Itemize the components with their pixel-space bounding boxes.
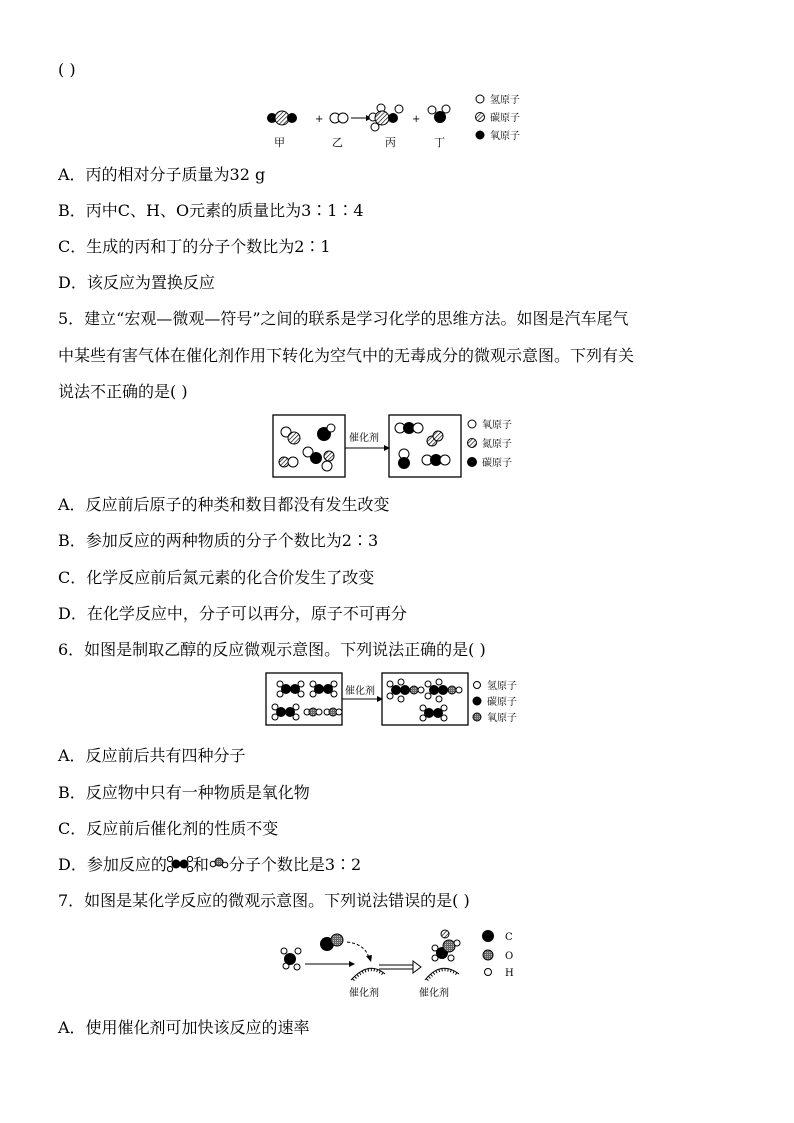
q7-legend-o: O — [505, 951, 514, 962]
svg-text:+: + — [315, 114, 324, 125]
q5-option-d: D．在化学反应中，分子可以再分，原子不可再分 — [58, 604, 407, 623]
q4-reaction-figure — [262, 90, 542, 152]
label-jia: 甲 — [274, 136, 285, 149]
q6-reaction-figure — [265, 672, 537, 728]
q6-option-b: B．反应物中只有一种物质是氧化物 — [58, 783, 310, 802]
q5-option-a: A．反应前后原子的种类和数目都没有发生改变 — [58, 495, 390, 514]
q7-catalyst-label-2: 催化剂 — [419, 988, 449, 999]
q5-stem-line-1: 5．建立“宏观—微观—符号”之间的联系是学习化学的思维方法。如图是汽车尾气 — [58, 309, 629, 328]
q4-option-a: A．丙的相对分子质量为32 g — [58, 165, 266, 184]
q6-option-d-suffix: 分子个数比是3∶2 — [228, 855, 362, 874]
q5-option-b: B．参加反应的两种物质的分子个数比为2∶3 — [58, 531, 379, 550]
q6-legend-c: 碳原子 — [487, 697, 517, 708]
q7-legend-c: C — [505, 932, 513, 943]
q5-option-c: C．化学反应前后氮元素的化合价发生了改变 — [58, 568, 375, 587]
q6-stem: 6．如图是制取乙醇的反应微观示意图。下列说法正确的是( ) — [58, 640, 486, 659]
q6-option-d — [58, 855, 361, 875]
q6-arrow-label: 催化剂 — [345, 686, 375, 697]
q5-arrow-label: 催化剂 — [349, 433, 379, 444]
q6-legend-o: 氧原子 — [487, 713, 517, 724]
q4-option-b: B．丙中C、H、O元素的质量比为3∶1∶4 — [58, 201, 364, 220]
label-bing: 丙 — [385, 136, 396, 149]
q7-reaction-figure — [277, 922, 527, 1002]
q6-legend-h: 氢原子 — [487, 681, 517, 692]
legend-c: 碳原子 — [490, 113, 520, 124]
q5-legend-n: 氮原子 — [482, 439, 512, 450]
q7-legend-h: H — [505, 968, 514, 979]
q5-legend-o: 氧原子 — [482, 420, 512, 431]
label-ding: 丁 — [434, 136, 445, 149]
q5-legend-c: 碳原子 — [482, 458, 512, 469]
q4-option-c: C．生成的丙和丁的分子个数比为2∶1 — [58, 237, 331, 256]
label-yi: 乙 — [332, 136, 343, 149]
water-molecule-icon — [209, 855, 229, 873]
molecule-bing — [369, 104, 403, 131]
q4-stem-end: ( ) — [58, 60, 76, 79]
svg-text:+: + — [412, 114, 421, 125]
legend-o: 氧原子 — [490, 131, 520, 142]
q7-stem: 7．如图是某化学反应的微观示意图。下列说法错误的是( ) — [58, 891, 470, 910]
molecule-yi — [330, 113, 348, 123]
q6-option-a: A．反应前后共有四种分子 — [58, 746, 246, 765]
ethylene-molecule-icon — [167, 855, 193, 873]
q6-option-d-mid: 和 — [192, 855, 209, 874]
molecule-ding — [428, 105, 450, 123]
q7-catalyst-label-1: 催化剂 — [349, 988, 379, 999]
q5-reaction-figure — [272, 414, 524, 480]
q5-stem-line-3: 说法不正确的是( ) — [58, 382, 188, 401]
molecule-jia — [267, 111, 297, 125]
q7-option-a: A．使用催化剂可加快该反应的速率 — [58, 1018, 310, 1037]
q6-option-c: C．反应前后催化剂的性质不变 — [58, 819, 279, 838]
legend-h: 氢原子 — [490, 95, 520, 106]
q5-stem-line-2: 中某些有害气体在催化剂作用下转化为空气中的无毒成分的微观示意图。下列有关 — [58, 346, 635, 365]
q4-option-d: D．该反应为置换反应 — [58, 273, 215, 292]
q6-option-d-prefix: D．参加反应的 — [58, 855, 167, 874]
